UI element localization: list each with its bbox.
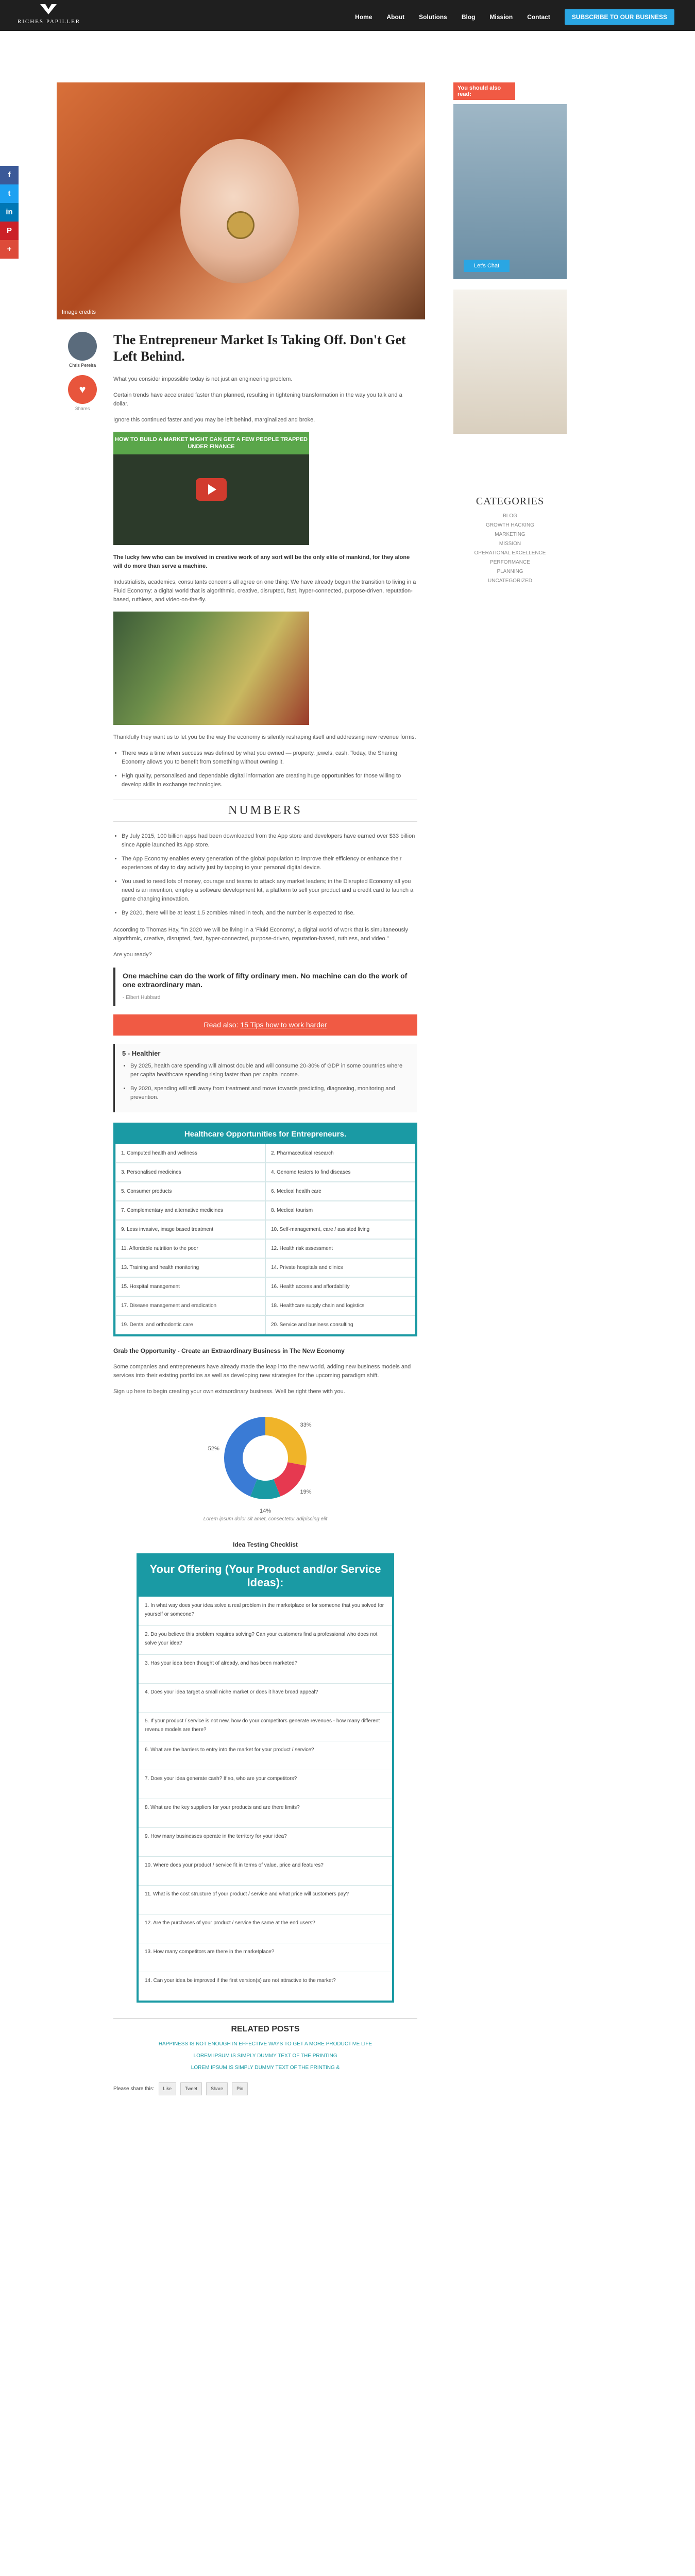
- related-link[interactable]: HAPPINESS IS NOT ENOUGH IN EFFECTIVE WAYS TO GET A MORE PRODUCTIVE LIFE: [158, 2041, 372, 2047]
- category-link[interactable]: PERFORMANCE: [490, 560, 530, 565]
- category-link[interactable]: BLOG: [503, 513, 517, 519]
- table-cell: 5. Consumer products: [115, 1182, 265, 1201]
- checklist-title: Idea Testing Checklist: [233, 1541, 298, 1548]
- nav-about[interactable]: About: [386, 13, 405, 21]
- nav-subscribe-button[interactable]: SUBSCRIBE TO OUR BUSINESS: [565, 9, 674, 25]
- nav-solutions[interactable]: Solutions: [419, 13, 447, 21]
- author-avatar: [68, 332, 97, 361]
- opportunities-grid: [115, 1144, 415, 1334]
- bold-quote-para: The lucky few who can be involved in creative work of any sort will be the only elite of mankind, for they alone will do more than serve a machine.: [113, 554, 410, 569]
- related-title: RELATED POSTS: [231, 2025, 300, 2033]
- slice-label: 14%: [259, 1508, 272, 1514]
- healthier-box: [113, 1044, 417, 1112]
- table-cell: 8. Medical tourism: [265, 1201, 415, 1220]
- hero-image: [57, 82, 425, 319]
- blockquote: [113, 968, 417, 1006]
- healthier-title: 5 - Healthier: [122, 1049, 161, 1057]
- linkedin-icon[interactable]: in: [0, 203, 19, 222]
- table-cell: 18. Healthcare supply chain and logistics: [265, 1296, 415, 1315]
- grab-title: Grab the Opportunity - Create an Extraordinary Business in The New Economy: [113, 1347, 345, 1354]
- video-banner: HOW TO BUILD A MARKET MIGHT CAN GET A FEW PEOPLE TRAPPED UNDER FINANCE: [113, 432, 309, 454]
- category-link[interactable]: PLANNING: [497, 569, 523, 574]
- related-link[interactable]: LOREM IPSUM IS SIMPLY DUMMY TEXT OF THE PRINTING &: [191, 2065, 340, 2071]
- quote-author: - Elbert Hubbard: [123, 995, 161, 1001]
- article-image: [113, 612, 309, 725]
- hero-caption: Image credits: [62, 309, 96, 315]
- facebook-icon[interactable]: f: [0, 166, 19, 184]
- checklist-head: Your Offering (Your Product and/or Service Ideas):: [139, 1555, 392, 1597]
- table-cell: 10. Self-management, care / assisted living: [265, 1220, 415, 1239]
- post-title: The Entrepreneur Market Is Taking Off. Don't Get Left Behind.: [113, 332, 406, 364]
- read-also-link[interactable]: 15 Tips how to work harder: [240, 1021, 327, 1029]
- checklist-row: 13. How many competitors are there in the marketplace?: [139, 1943, 392, 1972]
- table-cell: 3. Personalised medicines: [115, 1163, 265, 1182]
- intro-para-2: Certain trends have accelerated faster than planned, resulting in tightening transformation in the way you talk and a dollar.: [113, 392, 402, 407]
- checklist-row: 14. Can your idea be improved if the first version(s) are not attractive to the market?: [139, 1972, 392, 2001]
- list-item: • By 2025, health care spending will almost double and will consume 20-30% of GDP in some countries where per capita healthcare spending rising faster than per capita income.: [130, 1062, 410, 1079]
- list-item: • There was a time when success was defined by what you owned — property, jewels, cash. Today, the Sharing Economy allows you to benefit from something without owning it.: [122, 749, 417, 767]
- author-box: [57, 332, 108, 411]
- list-item: • By 2020, spending will still away from treatment and move towards predicting, diagnosing, monitoring and prevention.: [130, 1084, 410, 1102]
- checklist-row: 5. If your product / service is not new, how do your competitors generate revenues - how many different revenue models are there?: [139, 1712, 392, 1741]
- share-count: Shares: [75, 406, 90, 411]
- checklist-row: 12. Are the purchases of your product / service the same at the end users?: [139, 1914, 392, 1943]
- twitter-icon[interactable]: t: [0, 184, 19, 203]
- category-link[interactable]: OPERATIONAL EXCELLENCE: [474, 550, 546, 556]
- checklist-row: 7. Does your idea generate cash? If so, who are your competitors?: [139, 1770, 392, 1799]
- checklist-row: 4. Does your idea target a small niche market or does it have broad appeal?: [139, 1683, 392, 1712]
- nav-blog[interactable]: Blog: [461, 13, 476, 21]
- logo-text: RICHES PAPILLER: [17, 19, 81, 25]
- table-cell: 20. Service and business consulting: [265, 1315, 415, 1334]
- grab-para: Some companies and entrepreneurs have already made the leap into the new world, adding new business models and services into their existing portfolios as well as developing new strategies for the upcoming paradigm shift.: [113, 1364, 411, 1379]
- table-cell: 1. Computed health and wellness: [115, 1144, 265, 1163]
- para-2: Industrialists, academics, consultants concerns all agree on one thing: We have already begun the transition to living in a Fluid Economy: a digital world that is algorithmic, creative, disrupted, fast, hyper-connected, purpose-driven, reputation-based, ruthless, and video-on-the-fly.: [113, 579, 416, 603]
- share-share-button[interactable]: Share: [206, 2082, 228, 2095]
- share-row: [113, 2082, 417, 2095]
- embedded-video[interactable]: [113, 432, 309, 545]
- checklist-row: 6. What are the barriers to entry into the market for your product / service?: [139, 1741, 392, 1770]
- para-4: According to Thomas Hay, "In 2020 we will be living in a 'Fluid Economy', a digital world of work that is simultaneously algorithmic, creative, disrupted, fast, hyper-connected, purpose-driven, reputation-based, ruthless, and video.": [113, 927, 409, 942]
- categories-block: [453, 496, 567, 586]
- para-3: Thankfully they want us to let you be the way the economy is silently reshaping itself and addressing new revenue forms.: [113, 734, 416, 740]
- quote-text: One machine can do the work of fifty ordinary men. No machine can do the work of one extraordinary man.: [123, 972, 408, 989]
- play-icon[interactable]: [196, 478, 227, 501]
- read-also-banner[interactable]: [113, 1014, 417, 1036]
- related-posts: [113, 2018, 417, 2072]
- table-cell: 13. Training and health monitoring: [115, 1258, 265, 1277]
- checklist-row: 3. Has your idea been thought of already, and has been marketed?: [139, 1654, 392, 1683]
- checklist-row: 8. What are the key suppliers for your products and are there limits?: [139, 1799, 392, 1827]
- table-cell: 16. Health access and affordability: [265, 1277, 415, 1296]
- bullet-list: [113, 749, 417, 789]
- hero-coin: [227, 211, 255, 239]
- table-cell: 14. Private hospitals and clinics: [265, 1258, 415, 1277]
- chart-caption: Lorem ipsum dolor sit amet, consectetur adipiscing elit: [203, 1516, 328, 1522]
- related-link[interactable]: LOREM IPSUM IS SIMPLY DUMMY TEXT OF THE PRINTING: [193, 2053, 337, 2059]
- share-tweet-button[interactable]: Tweet: [180, 2082, 202, 2095]
- nav-home[interactable]: Home: [355, 13, 372, 21]
- donut-chart: [113, 1406, 417, 1530]
- checklist-row: 2. Do you believe this problem requires solving? Can your customers find a professional who does not solve your idea?: [139, 1625, 392, 1654]
- para-5: Are you ready?: [113, 952, 152, 958]
- table-cell: 2. Pharmaceutical research: [265, 1144, 415, 1163]
- sidebar: [453, 82, 567, 586]
- healthier-list: [122, 1062, 410, 1102]
- intro-para-3: Ignore this continued faster and you may be left behind, marginalized and broke.: [113, 417, 315, 423]
- main-column: [57, 82, 425, 2095]
- checklist-row: 11. What is the cost structure of your product / service and what price will customers pay?: [139, 1885, 392, 1914]
- checklist-row: 1. In what way does your idea solve a real problem in the marketplace or for someone that you solved for yourself or someone?: [139, 1597, 392, 1625]
- table-cell: 17. Disease management and eradication: [115, 1296, 265, 1315]
- category-link[interactable]: GROWTH HACKING: [486, 522, 534, 528]
- sidebar-label: You should also read:: [453, 82, 515, 100]
- table-cell: 7. Complementary and alternative medicines: [115, 1201, 265, 1220]
- table-cell: 19. Dental and orthodontic care: [115, 1315, 265, 1334]
- table-cell: 12. Health risk assessment: [265, 1239, 415, 1258]
- table-cell: 9. Less invasive, image based treatment: [115, 1220, 265, 1239]
- table-cell: 15. Hospital management: [115, 1277, 265, 1296]
- main-nav: [355, 9, 674, 25]
- category-link[interactable]: UNCATEGORIZED: [488, 578, 532, 584]
- sidebar-ad-1[interactable]: [453, 104, 567, 279]
- share-pin-button[interactable]: Pin: [232, 2082, 248, 2095]
- slice-label: 33%: [300, 1421, 312, 1428]
- post-content: [113, 332, 417, 2095]
- social-share-bar: [0, 166, 19, 259]
- category-link[interactable]: MISSION: [499, 541, 521, 547]
- sidebar-ad-2[interactable]: [453, 290, 567, 434]
- logo-mark-icon: [39, 3, 58, 16]
- list-item: • The App Economy enables every generation of the global population to improve their efficiency or enhance their experiences of day to day activity just by tapping to your personal digital device.: [122, 855, 417, 872]
- googleplus-icon[interactable]: +: [0, 240, 19, 259]
- share-heart-icon[interactable]: ♥: [68, 375, 97, 404]
- post-wrap: [57, 332, 425, 2095]
- opportunities-table: [113, 1123, 417, 1336]
- table-cell: 11. Affordable nutrition to the poor: [115, 1239, 265, 1258]
- lets-chat-button[interactable]: Let's Chat: [464, 260, 510, 272]
- donut-svg: [113, 1406, 417, 1514]
- intro-para-1: What you consider impossible today is not just an engineering problem.: [113, 376, 293, 382]
- read-also-prefix: Read also:: [204, 1021, 239, 1029]
- share-like-button[interactable]: Like: [159, 2082, 177, 2095]
- list-item: • By 2020, there will be at least 1.5 zombies mined in tech, and the number is expected to rise.: [122, 909, 417, 918]
- slice-label: 52%: [208, 1446, 219, 1452]
- category-link[interactable]: MARKETING: [495, 532, 526, 537]
- checklist-row: 9. How many businesses operate in the territory for your idea?: [139, 1827, 392, 1856]
- share-label: Please share this:: [113, 2086, 155, 2092]
- numbers-heading: NUMBERS: [113, 800, 417, 822]
- list-item: • By July 2015, 100 billion apps had been downloaded from the App store and developers have earned over $33 billion since Apple launched its App store.: [122, 832, 417, 850]
- checklist-table: [137, 1553, 394, 2003]
- grab-para-2: Sign up here to begin creating your own extraordinary business. Well be right there with you.: [113, 1388, 345, 1395]
- checklist-row: 10. Where does your product / service fit in terms of value, price and features?: [139, 1856, 392, 1885]
- nav-contact[interactable]: Contact: [527, 13, 550, 21]
- list-item: • You used to need lots of money, courage and teams to attack any market leaders; in the Disrupted Economy all you need is an invention, employ a software development kit, a platform to sell your product and a credit card to launch a game changing innovation.: [122, 877, 417, 904]
- author-name: Chris Pereira: [69, 363, 96, 368]
- numbers-list: [113, 832, 417, 918]
- site-header: [0, 0, 695, 31]
- table-cell: 4. Genome testers to find diseases: [265, 1163, 415, 1182]
- opportunities-title: Healthcare Opportunities for Entrepreneurs.: [115, 1125, 415, 1144]
- categories-title: CATEGORIES: [476, 496, 545, 507]
- list-item: • High quality, personalised and dependable digital information are creating huge opportunities for those willing to develop skills in exchange technologies.: [122, 772, 417, 789]
- nav-mission[interactable]: Mission: [489, 13, 513, 21]
- pinterest-icon[interactable]: P: [0, 222, 19, 240]
- table-cell: 6. Medical health care: [265, 1182, 415, 1201]
- slice-label: 19%: [300, 1489, 312, 1496]
- site-logo[interactable]: [15, 3, 82, 29]
